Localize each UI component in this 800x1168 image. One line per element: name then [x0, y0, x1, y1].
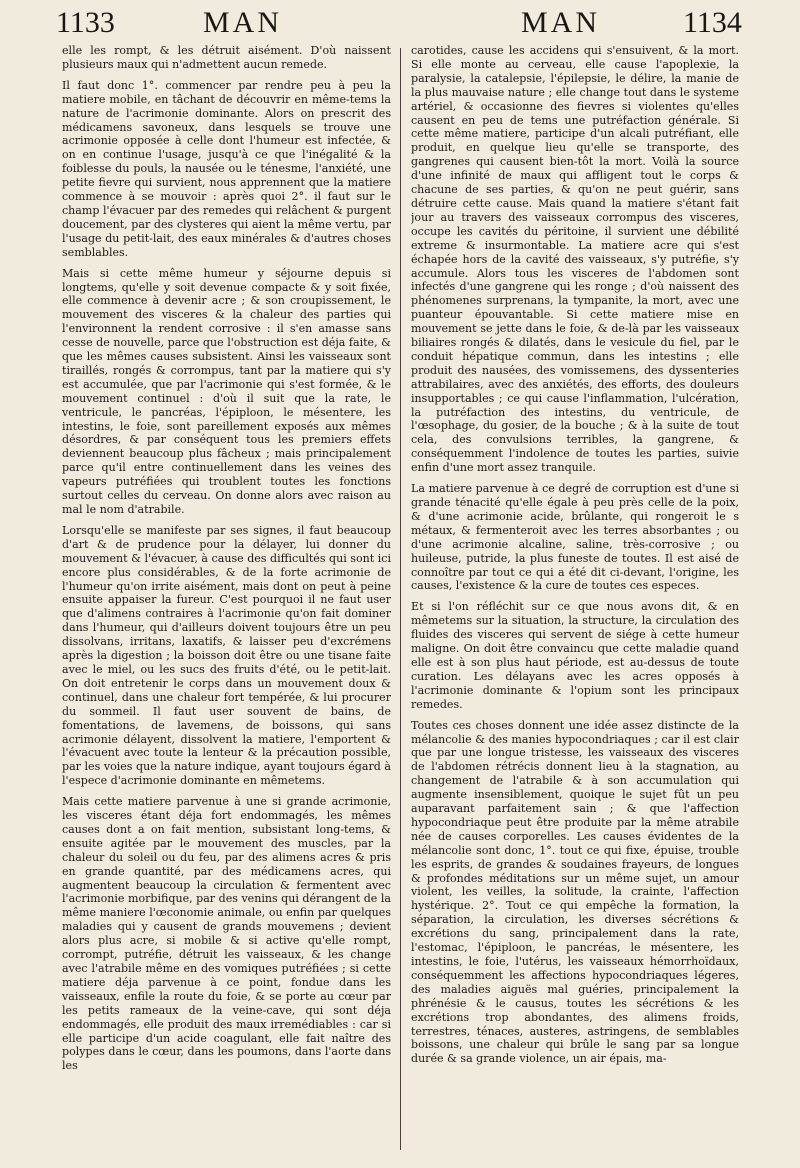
- left-text-column: [62, 44, 391, 1168]
- running-header: [0, 6, 800, 40]
- paragraph: Mais si cette même humeur y séjourne depuis si longtems, qu'elle y soit devenue compacte & y soit fixée, elle commence à devenir acre ; & son croupissement, le mouvement des visceres & la chaleur des parties qui l'environnent la rendent corrosive : il s'en amasse sans cesse de nouvelle, parce que l'obstruction est déja faite, & que les mêmes causes subsistent. Ainsi les vaisseaux sont tiraillés, rongés & corrompus, tant par la matiere qui s'y est accumulée, que par l'acrimonie qui s'est formée, & le mouvement continuel : d'où il suit que la rate, le ventricule, le pancréas, l'épiploon, le mésentere, les intestins, le foie, sont pareillement exposés aux mêmes désordres, & par conséquent tous les premiers effets deviennent beaucoup plus fâcheux ; mais principalement parce qu'il entre continuellement dans les veines des vapeurs putréfiées qui troublent toutes les fonctions surtout celles du cerveau. On donne alors avec raison au mal le nom d'atrabile.: [62, 266, 391, 516]
- paragraph: Mais cette matiere parvenue à une si grande acrimonie, les visceres étant déja fort endommagés, les mêmes causes dont a on fait mention, subsistant long-tems, & ensuite agitée par le mouvement des muscles, par la chaleur du soleil ou du feu, par des alimens acres & pris en grande quantité, par des médicamens acres, qui augmentent beaucoup la circulation & fermentent avec l'acrimonie morbifique, par des venins qui dérangent de la même maniere l'œconomie animale, ou enfin par quelques maladies qui y causent de grands mouvemens ; devient alors plus acre, si mobile & si active qu'elle rompt, corrompt, putréfie, détruit les vaisseaux, & les change avec l'atrabile même en des vomiques putréfiées ; si cette matiere déja parvenue à ce point, fondue dans les vaisseaux, enfile la route du foie, & se porte au cœur par les petits rameaux de la veine-cave, qui sont déja endommagés, elle produit des maux irremédiables : car si elle participe d'un acide coagulant, elle fait naître des polypes dans le cœur, dans les poumons, dans l'aorte dans les: [62, 795, 391, 1073]
- paragraph: elle les rompt, & les détruit aisément. D'où naissent plusieurs maux qui n'admettent aucun remede.: [62, 44, 391, 71]
- paragraph: carotides, cause les accidens qui s'ensuivent, & la mort. Si elle monte au cerveau, elle cause l'apoplexie, la paralysie, la catalepsie, l'épilepsie, le délire, la manie de la plus mauvaise nature ; elle change tout dans le systeme artériel, & occasionne des fievres si violentes qu'elles causent en peu de tems une putréfaction générale. Si cette même matiere, participe d'un alcali putréfiant, elle produit, en quelque lieu qu'elle se transporte, des gangrenes qui causent bien-tôt la mort. Voilà la source d'une infinité de maux qui affligent tout le corps & chacune de ses parties, & qu'on ne peut guérir, sans détruire cette cause. Mais quand la matiere s'étant fait jour au travers des vaisseaux corrompus des visceres, occupe les cavités du péritoine, il survient une débilité extreme & insurmontable. La matiere acre qui s'est échapée hors de la cavité des vaisseaux, s'y putréfie, s'y accumule. Alors tous les visceres de l'abdomen sont infectés d'une gangrene qui les ronge ; d'où naissent des phénomenes surprenans, la tympanite, la mort, avec une puanteur épouvantable. Si cette matiere mise en mouvement se jette dans le foie, & de-là par les vaisseaux biliaires rongés & dilatés, dans le vesicule du fiel, par le conduit hépatique commun, dans les intestins ; elle produit des nausées, des vomissemens, des dyssenteries attrabilaires, avec des anxiétés, des efforts, des douleurs insupportables ; ce qui cause l'inflammation, l'ulcération, la putréfaction des intestins, du ventricule, de l'œsophage, du gosier, de la bouche ; & à la suite de tout cela, des convulsions terribles, la gangrene, & conséquemment l'indolence de toutes les parties, suivie enfin d'une mort assez tranquile.: [411, 44, 739, 475]
- paragraph: Il faut donc 1°. commencer par rendre peu à peu la matiere mobile, en tâchant de découvrir en même-tems la nature de l'acrimonie dominante. Alors on prescrit des médicamens savoneux, dans lesquels se trouve une acrimonie opposée à celle dont l'humeur est infectée, & on en continue l'usage, jusqu'à ce que l'inégalité & la foiblesse du pouls, la nausée ou le ténesme, l'anxiété, une petite fievre qui survient, nous apprennent que la matiere commence à se mouvoir : après quoi 2°. il faut sur le champ l'évacuer par des remedes qui relâchent & purgent doucement, par des clysteres qui aient la même vertu, par l'usage du petit-lait, des eaux minérales & d'autres choses semblables.: [62, 78, 391, 259]
- page-number-right: 1134: [683, 6, 742, 39]
- page-number-left: 1133: [56, 6, 115, 39]
- column-divider: [400, 48, 401, 1150]
- paragraph: Et si l'on réfléchit sur ce que nous avons dit, & en mêmetems sur la situation, la structure, la circulation des fluides des visceres qui servent de siége à cette humeur maligne. On doit être convaincu que cette maladie quand elle est à son plus haut période, est au-dessus de toute curation. Les délayans avec les acres opposés à l'acrimonie dominante & l'opium sont les principaux remedes.: [411, 600, 739, 711]
- header-word-left: MAN: [203, 6, 283, 39]
- paragraph: La matiere parvenue à ce degré de corruption est d'une si grande ténacité qu'elle égale à peu près celle de la poix, & d'une acrimonie acide, brûlante, qui rongeroit le s métaux, & fermenteroit avec les terres absorbantes ; ou d'une acrimonie alcaline, saline, très-corrosive ; ou huileuse, putride, la plus funeste de toutes. Il est aisé de connoître par tout ce qui a été dit ci-devant, l'origine, les causes, l'existence & la cure de toutes ces especes.: [411, 482, 739, 593]
- paragraph: Lorsqu'elle se manifeste par ses signes, il faut beaucoup d'art & de prudence pour la délayer, lui donner du mouvement & l'évacuer, à cause des difficultés qui sont ici encore plus considérables, & de la forte acrimonie de l'humeur qu'on irrite aisément, mais dont on peut à peine ensuite appaiser la fureur. C'est pourquoi il ne faut user que d'alimens contraires à l'acrimonie qu'on fait dominer dans l'humeur, qui d'ailleurs doivent toujours être un peu dissolvans, irritans, laxatifs, & laisser peu d'excrémens après la digestion ; la boisson doit être ou une tisane faite avec le miel, ou les sucs des fruits d'été, ou le petit-lait. On doit entretenir le corps dans un mouvement doux & continuel, dans une chaleur fort tempérée, & lui procurer du sommeil. Il faut user souvent de bains, de fomentations, de lavemens, de boissons, qui sans acrimonie délayent, dissolvent la matiere, l'emportent & l'évacuent avec toute la lenteur & la précaution possible, par les voies que la nature indique, ayant toujours égard à l'espece d'acrimonie dominante en mêmetems.: [62, 523, 391, 788]
- header-word-right: MAN: [521, 6, 601, 39]
- right-text-column: [411, 44, 739, 1168]
- paragraph: Toutes ces choses donnent une idée assez distincte de la mélancolie & des manies hypocondriaques ; car il est clair que par une longue tristesse, les vaisseaux des visceres de l'abdomen rétrécis donnent lieu à la stagnation, au changement de l'atrabile & à son accumulation qui augmente insensiblement, quoique le sujet fût un peu auparavant parfaitement sain ; & que l'affection hypocondriaque peut être produite par la même atrabile née de causes corporelles. Les causes évidentes de la mélancolie sont donc, 1°. tout ce qui fixe, épuise, trouble les esprits, de grandes & soudaines frayeurs, de longues & profondes méditations sur un même sujet, un amour violent, les veilles, la solitude, la crainte, l'affection hystérique. 2°. Tout ce qui empêche la formation, la séparation, la circulation, les diverses sécrétions & excrétions du sang, principalement dans la rate, l'estomac, l'épiploon, le pancréas, le mésentere, les intestins, le foie, l'utérus, les vaisseaux hémorrhoïdaux, conséquemment les affections hypocondriaques légeres, des maladies aiguës mal guéries, principalement la phrénésie & le causus, toutes les sécrétions & les excrétions trop abondantes, des alimens froids, terrestres, ténaces, austeres, astringens, de semblables boissons, une chaleur qui brûle le sang par sa longue durée & sa grande violence, un air épais, ma-: [411, 718, 739, 1066]
